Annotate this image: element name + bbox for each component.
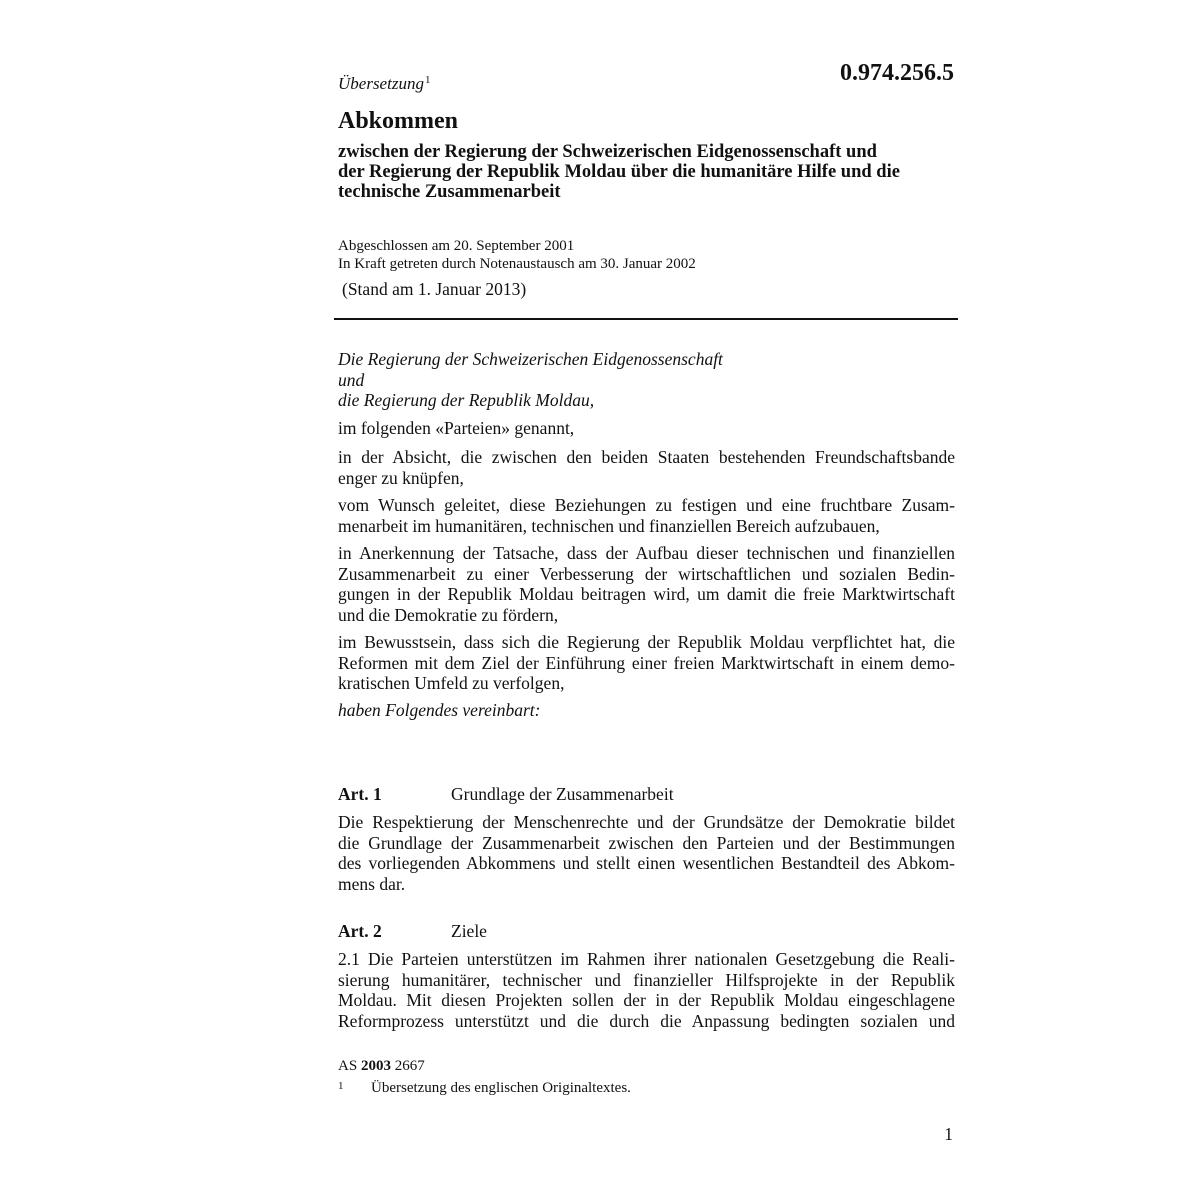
- translation-footnote-mark: 1: [424, 74, 431, 86]
- preamble-line: und die Demokratie zu fördern,: [338, 604, 559, 625]
- preamble-line: haben Folgendes vereinbart:: [338, 700, 541, 720]
- article-line: des vorliegenden Abkommens und stellt einen wesentlichen Bestandteil des Abkom-: [338, 853, 955, 873]
- preamble-line: Zusammenarbeit zu einer Verbesserung der wirtschaftlichen und sozialen Bedin-: [338, 563, 955, 584]
- article-line: Die Respektierung der Menschenrechte und der Grundsätze der Demokratie bildet: [338, 812, 955, 832]
- preamble-line: Reformen mit dem Ziel der Einführung einer freien Marktwirtschaft in einem demo-: [338, 652, 955, 673]
- subtitle-line: zwischen der Regierung der Schweizerischen Eidgenossenschaft und: [338, 142, 877, 162]
- preamble-line: gungen in der Republik Moldau beitragen wird, um damit die freie Marktwirtschaft: [338, 584, 955, 604]
- article-number: Art. 1: [338, 784, 382, 804]
- document-subtitle: [338, 142, 968, 202]
- preamble-line: kratischen Umfeld zu verfolgen,: [338, 673, 565, 693]
- page-number: 1: [944, 1124, 953, 1144]
- official-collection-reference: AS 2003 2667: [338, 1058, 425, 1074]
- footnote-text: Übersetzung des englischen Originaltextes.: [371, 1080, 631, 1096]
- preamble-line: in Anerkennung der Tatsache, dass der Aufbau dieser technischen und finanziellen: [338, 543, 955, 563]
- preamble-paragraph-2: [338, 495, 955, 536]
- article-number: Art. 2: [338, 921, 382, 941]
- article-line: Reformprozess unterstützt und die durch die Anpassung bedingten sozialen und: [338, 1010, 955, 1031]
- preamble-parties: [338, 349, 955, 411]
- preamble-line: menarbeit im humanitären, technischen und finanziellen Bereich aufzubauen,: [338, 515, 880, 536]
- preamble-line: im Bewusstsein, dass sich die Regierung der Republik Moldau verpflichtet hat, die: [338, 632, 955, 652]
- article-1-body: [338, 812, 955, 894]
- article-title: Ziele: [451, 921, 487, 941]
- document-title: Abkommen: [338, 108, 459, 134]
- preamble-line: enger zu knüpfen,: [338, 467, 464, 488]
- sr-number: 0.974.256.5: [840, 60, 954, 86]
- article-line: sierung humanitärer, technischer und finanzieller Hilfsprojekte in der Republik: [338, 969, 955, 990]
- subtitle-line: technische Zusammenarbeit: [338, 182, 561, 202]
- preamble-line: die Regierung der Republik Moldau,: [338, 390, 595, 410]
- article-title: Grundlage der Zusammenarbeit: [451, 784, 674, 804]
- article-2-body: [338, 949, 955, 1031]
- preamble-named: [338, 418, 955, 439]
- preamble-paragraph-1: [338, 447, 955, 488]
- title-divider: [334, 318, 958, 320]
- footnote-1: [338, 1080, 631, 1098]
- concluded-date: Abgeschlossen am 20. September 2001: [338, 238, 575, 254]
- preamble-line: im folgenden «Parteien» genannt,: [338, 418, 575, 438]
- subtitle-line: der Regierung der Republik Moldau über die humanitäre Hilfe und die: [338, 162, 900, 182]
- in-force-date: In Kraft getreten durch Notenaustausch am 30. Januar 2002: [338, 256, 696, 272]
- preamble-line: Die Regierung der Schweizerischen Eidgenossenschaft: [338, 349, 723, 369]
- preamble-agreed: [338, 700, 955, 721]
- preamble-paragraph-3: [338, 543, 955, 625]
- preamble-line: in der Absicht, die zwischen den beiden Staaten bestehenden Freundschaftsbande: [338, 447, 955, 467]
- preamble-line: und: [338, 369, 365, 390]
- translation-label: Übersetzung$^1$: [338, 74, 431, 93]
- article-line: Moldau. Mit diesen Projekten sollen der in der Republik Moldau eingeschlagene: [338, 990, 955, 1010]
- status-date: (Stand am 1. Januar 2013): [342, 279, 527, 299]
- footnote-mark: 1: [338, 1080, 344, 1092]
- preamble-paragraph-4: [338, 632, 955, 694]
- article-line: mens dar.: [338, 873, 406, 894]
- article-line: 2.1 Die Parteien unterstützen im Rahmen ihrer nationalen Gesetzgebung die Reali-: [338, 949, 955, 969]
- article-line: die Grundlage der Zusammenarbeit zwischen den Parteien und der Bestimmungen: [338, 832, 955, 853]
- preamble-line: vom Wunsch geleitet, diese Beziehungen zu festigen und eine fruchtbare Zusam-: [338, 495, 955, 515]
